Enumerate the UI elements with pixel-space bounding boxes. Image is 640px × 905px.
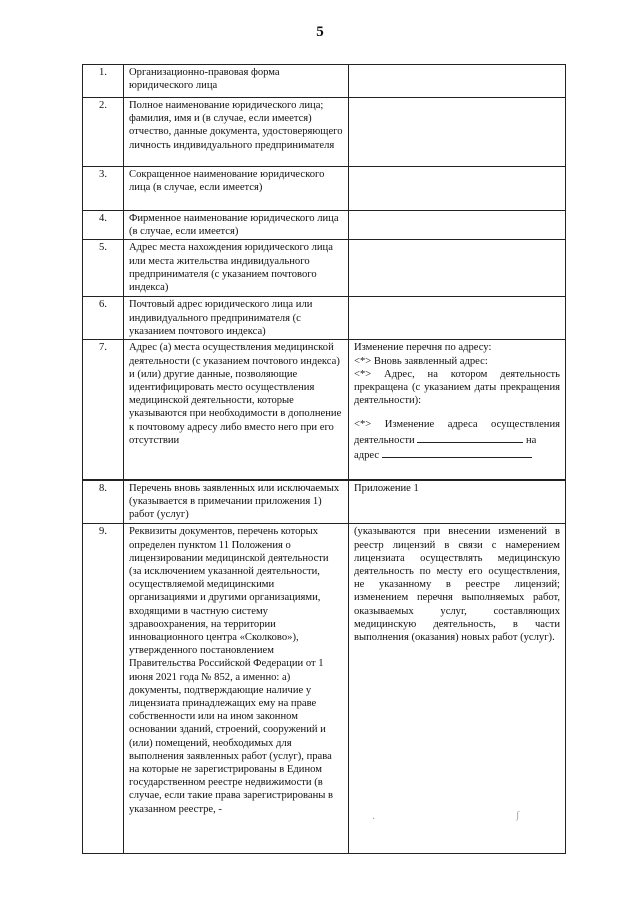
row-field-name: Фирменное наименование юридического лица (в случае, если имеется)	[124, 211, 349, 240]
row-number: 9.	[83, 524, 124, 854]
row-field-name: Адрес места нахождения юридического лица или места жительства индивидуального предпринимателя (с указанием почтового индекса)	[124, 240, 349, 297]
table-row	[83, 524, 566, 854]
address-change-heading: Изменение перечня по адресу:	[354, 342, 492, 354]
page-number: 5	[316, 24, 324, 40]
row-number: 3.	[83, 167, 124, 211]
row-field-value: Приложение 1	[349, 480, 566, 524]
table-row	[83, 297, 566, 340]
row-field-name: Полное наименование юридического лица; фамилия, имя и (в случае, если имеется) отчество, данные документа, удостоверяющего личность индивидуального предпринимателя	[124, 98, 349, 167]
to-label: на	[525, 434, 537, 446]
address-change-line: <*> Изменение адреса осуществления деятельности	[354, 419, 560, 446]
row-number: 1.	[83, 65, 124, 98]
row-field-name: Перечень вновь заявленных или исключаемых (указывается в примечании приложения 1) работ (услуг)	[124, 480, 349, 524]
new-address-field[interactable]	[382, 447, 532, 458]
row-field-value[interactable]	[349, 98, 566, 167]
table-row	[83, 480, 566, 524]
terminated-address-line: <*> Адрес, на котором деятельность прекращена (с указанием даты прекращения деятельности):	[354, 368, 560, 407]
row-field-value[interactable]	[349, 297, 566, 340]
row-field-name: Сокращенное наименование юридического лица (в случае, если имеется)	[124, 167, 349, 211]
table-row	[83, 167, 566, 211]
row-field-name: Почтовый адрес юридического лица или индивидуального предпринимателя (с указанием почтового индекса)	[124, 297, 349, 340]
row-field-value[interactable]	[349, 211, 566, 240]
address-label: адрес	[354, 449, 380, 461]
table-row	[83, 240, 566, 297]
row-number: 6.	[83, 297, 124, 340]
table-row	[83, 340, 566, 480]
scan-artifact-mark: ·	[372, 814, 376, 825]
table-row	[83, 211, 566, 240]
new-address-line: <*> Вновь заявленный адрес:	[354, 355, 488, 367]
old-address-field[interactable]	[417, 432, 523, 443]
row-field-name: Реквизиты документов, перечень которых определен пунктом 11 Положения о лицензировании медицинской деятельности (за исключением указанной деятельности, осуществляемой медицинскими организациями и другими организациями, входящими в частную систему здравоохранения, на территории инновационного центра «Сколково»), утвержденного постановлением Правительства Российской Федерации от 1 июня 2021 года № 852, а именно: а) документы, подтверждающие наличие у лицензиата принадлежащих ему на праве собственности или на ином законном основании зданий, строений, сооружений и (или) помещений, необходимых для выполнения заявленных работ (услуг), права на которые не зарегистрированы в Едином государственном реестре недвижимости (в случае, если такие права зарегистрированы в указанном реестре, -	[124, 524, 349, 854]
row-field-name: Адрес (а) места осуществления медицинской деятельности (с указанием почтового индекса) и (или) другие данные, позволяющие идентифицировать место осуществления медицинской деятельности, которые указываются при необходимости в дополнение к почтовому адресу либо вместо него при его отсутствии	[124, 340, 349, 480]
row-field-value[interactable]	[349, 65, 566, 98]
row-number: 7.	[83, 340, 124, 480]
row-field-name: Организационно-правовая форма юридического лица	[124, 65, 349, 98]
scan-artifact-mark: ʃ	[516, 810, 520, 821]
row-field-value[interactable]	[349, 167, 566, 211]
row-number: 2.	[83, 98, 124, 167]
row-field-value: (указываются при внесении изменений в реестр лицензий в связи с намерением лицензиата осуществлять медицинскую деятельность по месту его осуществления, не указанному в реестре лицензий; изменением перечня выполняемых работ, оказываемых услуг, составляющих медицинскую деятельность, в части выполнения (оказания) новых работ (услуг).	[349, 524, 566, 854]
row-field-value	[349, 340, 566, 480]
row-number: 5.	[83, 240, 124, 297]
table-row	[83, 65, 566, 98]
row-field-value[interactable]	[349, 240, 566, 297]
row-number: 8.	[83, 480, 124, 524]
row-number: 4.	[83, 211, 124, 240]
application-form-table	[82, 64, 566, 854]
table-row	[83, 98, 566, 167]
